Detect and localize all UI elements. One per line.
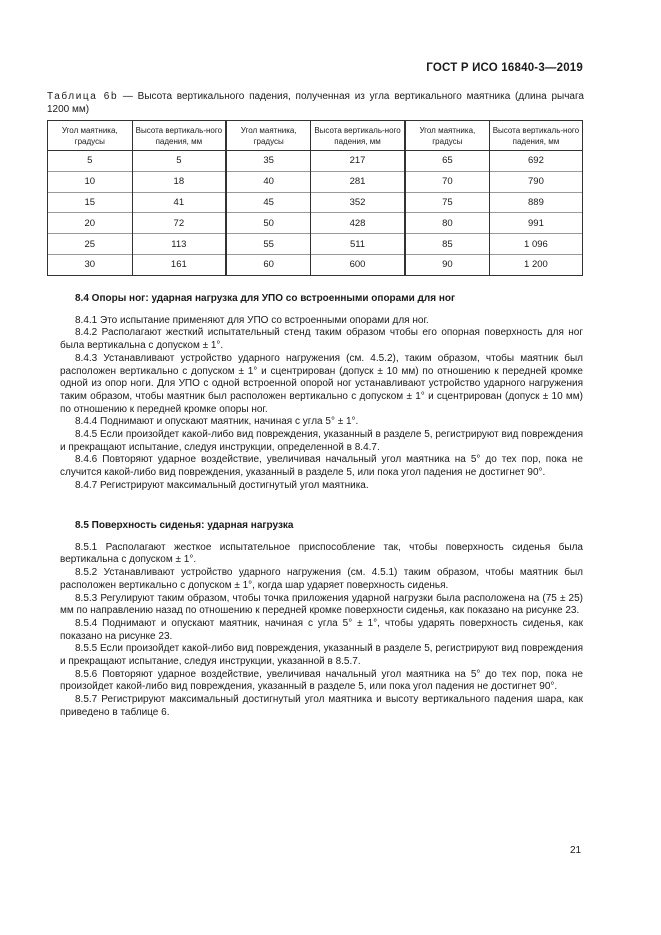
table-cell: 85 [405, 234, 490, 255]
table-cell: 511 [311, 234, 405, 255]
table-cell: 5 [48, 151, 133, 172]
table-cell: 600 [311, 254, 405, 275]
paragraph: 8.5.5 Если произойдет какой-либо вид повреждения, указанный в разделе 5, регистрируют вид повреждения и прекращают испытание, следуя инструкции, указанной в 8.5.7. [60, 643, 583, 668]
table-cell: 40 [226, 171, 311, 192]
table-cell: 1 096 [489, 234, 582, 255]
table-cell: 41 [132, 192, 226, 213]
table-caption-text: — Высота вертикального падения, полученная из угла вертикального маятника (длина рычага 1200 мм) [47, 91, 584, 115]
paragraph: 8.4.7 Регистрируют максимальный достигнутый угол маятника. [75, 479, 369, 491]
table-cell: 35 [226, 151, 311, 172]
header-angle: Угол маятника, градусы [405, 121, 490, 151]
table-cell: 15 [48, 192, 133, 213]
section-8-4 [60, 293, 583, 493]
section-8-5 [60, 520, 583, 720]
table-cell: 50 [226, 213, 311, 234]
section-heading: 8.5 Поверхность сиденья: ударная нагрузка [75, 520, 294, 531]
table-caption [47, 90, 584, 116]
table-cell: 25 [48, 234, 133, 255]
paragraph: 8.5.6 Повторяют ударное воздействие, увеличивая начальный угол маятника на 5° до тех пор, пока не произойдет какой-либо вид повреждения, указанный в разделе 5, или пока угол падения не достигнет 90°. [60, 668, 583, 693]
section-heading: 8.4 Опоры ног: ударная нагрузка для УПО со встроенными опорами для ног [75, 293, 456, 304]
table-cell: 30 [48, 254, 133, 275]
table-cell: 75 [405, 192, 490, 213]
table-cell: 281 [311, 171, 405, 192]
paragraph: 8.4.1 Это испытание применяют для УПО со встроенными опорами для ног. [75, 314, 429, 326]
table-row [48, 234, 583, 255]
header-angle: Угол маятника, градусы [226, 121, 311, 151]
table-row [48, 192, 583, 213]
table-row [48, 151, 583, 172]
table-row [48, 171, 583, 192]
table-cell: 20 [48, 213, 133, 234]
standard-header: ГОСТ Р ИСО 16840-3—2019 [426, 62, 583, 74]
table-cell: 692 [489, 151, 582, 172]
header-angle: Угол маятника, градусы [48, 121, 133, 151]
table-cell: 90 [405, 254, 490, 275]
paragraph: 8.4.4 Поднимают и опускают маятник, начиная с угла 5° ± 1°. [75, 416, 359, 428]
table-row [48, 213, 583, 234]
table-cell: 991 [489, 213, 582, 234]
table-cell: 217 [311, 151, 405, 172]
table-cell: 55 [226, 234, 311, 255]
paragraph: 8.5.2 Устанавливают устройство ударного нагружения (см. 4.5.1) таким образом, чтобы маятник был расположен вертикально с допуском ± 1°, когда шар ударяет поверхность сиденья. [60, 567, 583, 591]
header-height: Высота вертикаль-ного падения, мм [489, 121, 582, 151]
table-cell: 5 [132, 151, 226, 172]
table-cell: 72 [132, 213, 226, 234]
paragraph: 8.4.5 Если произойдет какой-либо вид повреждения, указанный в разделе 5, регистрируют вид повреждения и прекращают испытание, следуя инструкции, определенной в 8.4.7. [60, 429, 583, 453]
table-row [48, 254, 583, 275]
table-cell: 60 [226, 254, 311, 275]
table-header-row [48, 121, 583, 151]
table-cell: 18 [132, 171, 226, 192]
table-cell: 352 [311, 192, 405, 213]
paragraph: 8.5.3 Регулируют таким образом, чтобы точка приложения ударной нагрузки была расположена на (75 ± 25) мм по направлению назад по отношению к передней кромке поверхности сиденья, как показано на рисунке 23. [60, 592, 583, 617]
table-cell: 65 [405, 151, 490, 172]
table-cell: 45 [226, 192, 311, 213]
header-height: Высота вертикаль-ного падения, мм [311, 121, 405, 151]
header-height: Высота вертикаль-ного падения, мм [132, 121, 226, 151]
paragraph: 8.4.2 Располагают жесткий испытательный стенд таким образом чтобы его опорная поверхность для ног была вертикальна с допуском ± 1°. [60, 327, 583, 352]
paragraph: 8.5.1 Располагают жесткое испытательное приспособление так, чтобы поверхность сиденья была вертикальна с допуском ± 1°. [60, 541, 583, 566]
paragraph: 8.5.7 Регистрируют максимальный достигнутый угол маятника и высоту вертикального падения шара, как приведено в таблице 6. [60, 694, 583, 718]
pendulum-drop-height-table [47, 120, 583, 276]
table-cell: 10 [48, 171, 133, 192]
paragraph: 8.5.4 Поднимают и опускают маятник, начиная с угла 5° ± 1°, чтобы ударять поверхность сиденья, как показано на рисунке 23. [60, 617, 583, 642]
paragraph: 8.4.6 Повторяют ударное воздействие, увеличивая начальный угол маятника на 5° до тех пор, пока не случится какой-либо вид повреждения, указанный в разделе 5, или пока угол падения не достигнет 90°. [60, 454, 583, 479]
table-cell: 428 [311, 213, 405, 234]
table-cell: 113 [132, 234, 226, 255]
table-cell: 889 [489, 192, 582, 213]
table-cell: 790 [489, 171, 582, 192]
table-cell: 1 200 [489, 254, 582, 275]
table-caption-label: Таблица 6b [47, 91, 119, 102]
page-number: 21 [570, 845, 582, 856]
table-cell: 80 [405, 213, 490, 234]
paragraph: 8.4.3 Устанавливают устройство ударного нагружения (см. 4.5.2), таким образом, чтобы маятник был расположен вертикально с допуском ± 1° и сцентрирован (допуск ± 10 мм) по отношению к передней кромке одной из опор ноги. Для УПО с одной встроенной опорой ног устанавливают устройство ударного нагружения таким образом, чтобы маятник был расположен вертикально с допуском ± 1° и сцентрирован (допуск ± 10 мм) по отношению к передней кромке опоры ног. [60, 352, 583, 415]
table-cell: 161 [132, 254, 226, 275]
table-cell: 70 [405, 171, 490, 192]
